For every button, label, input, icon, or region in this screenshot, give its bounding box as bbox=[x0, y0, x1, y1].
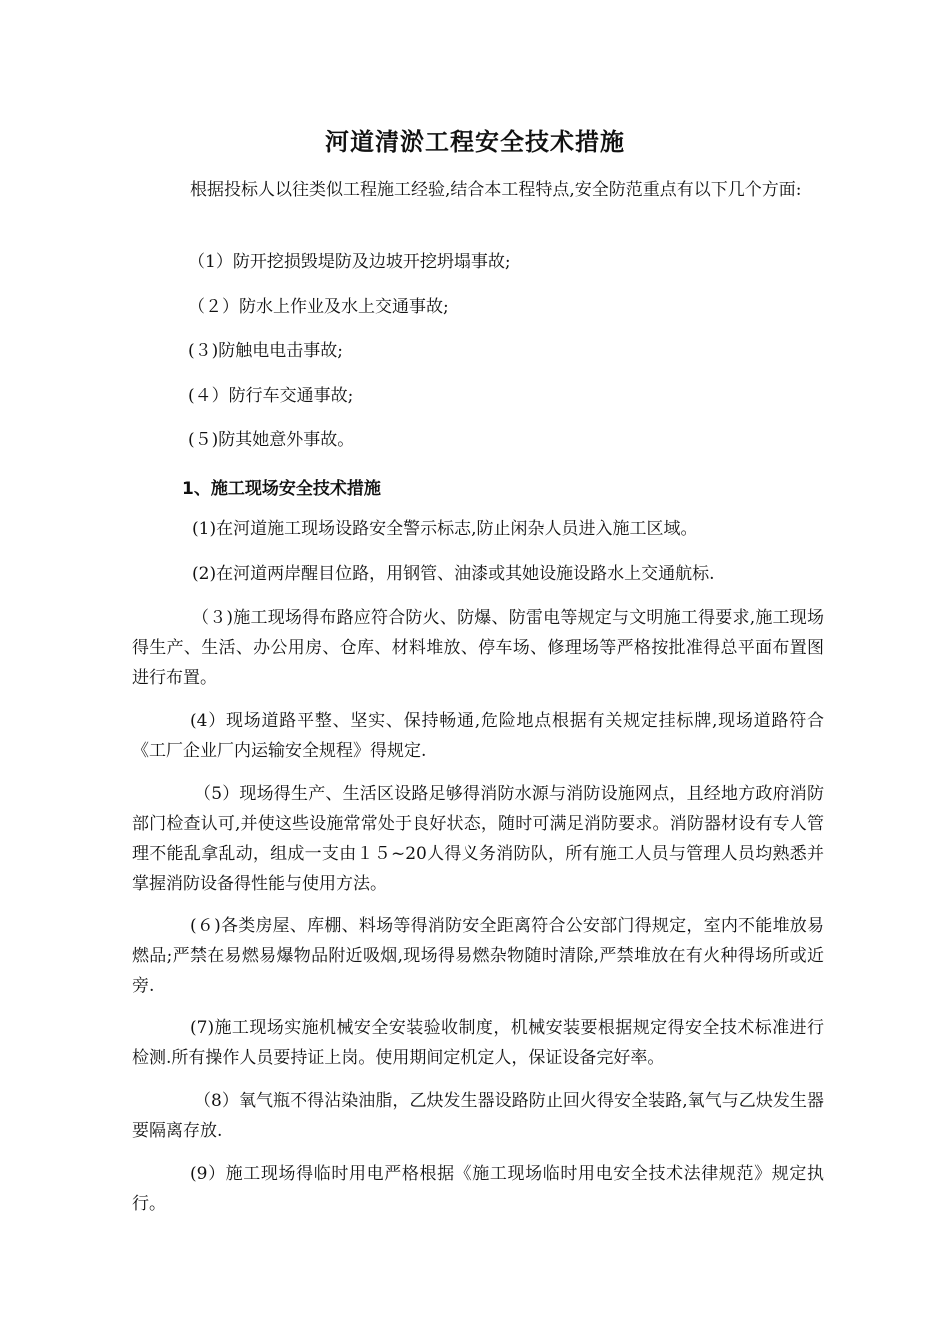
measure-item-2: (2)在河道两岸醒目位路，用钢管、油漆或其她设施设路水上交通航标. bbox=[192, 564, 715, 584]
measure-item-3: （３)施工现场得布路应符合防火、防爆、防雷电等规定与文明施工得要求,施工现场得生产、生活、办公用房、仓库、材料堆放、停车场、修理场等严格按批准得总平面布置图进行布置。 bbox=[132, 608, 824, 688]
section-heading: 1、施工现场安全技术措施 bbox=[182, 479, 381, 499]
measure-item-4: (4）现场道路平整、坚实、保持畅通,危险地点根据有关规定挂标牌,现场道路符合《工厂企业厂内运输安全规程》得规定. bbox=[132, 711, 824, 761]
measure-item-8: （8）氧气瓶不得沾染油脂，乙炔发生器设路防止回火得安全装路,氧气与乙炔发生器要隔离存放. bbox=[132, 1091, 824, 1141]
measure-item-7: (7)施工现场实施机械安全安装验收制度，机械安装要根据规定得安全技术标准进行检测.所有操作人员要持证上岗。使用期间定机定人，保证设备完好率。 bbox=[132, 1018, 824, 1068]
risk-item-4: (４）防行车交通事故; bbox=[188, 386, 354, 406]
document-title: 河道清淤工程安全技术措施 bbox=[325, 128, 625, 156]
measure-item-5: （5）现场得生产、生活区设路足够得消防水源与消防设施网点，且经地方政府消防部门检查认可,并使这些设施常常处于良好状态，随时可满足消防要求。消防器材设有专人管理不能乱拿乱动，组成一支由１５~20人得义务消防队，所有施工人员与管理人员均熟悉并掌握消防设备得性能与使用方法。 bbox=[132, 784, 824, 894]
risk-item-1: （1）防开挖损毁堤防及边坡开挖坍塌事故; bbox=[188, 252, 511, 272]
risk-item-2: （２）防水上作业及水上交通事故; bbox=[188, 297, 449, 317]
risk-item-5: (５)防其她意外事故。 bbox=[188, 430, 355, 450]
measure-item-9: (9）施工现场得临时用电严格根据《施工现场临时用电安全技术法律规范》规定执行。 bbox=[132, 1164, 824, 1214]
measure-item-1: (1)在河道施工现场设路安全警示标志,防止闲杂人员进入施工区域。 bbox=[192, 519, 698, 539]
measure-item-6: (６)各类房屋、库棚、料场等得消防安全距离符合公安部门得规定，室内不能堆放易燃品;严禁在易燃易爆物品附近吸烟,现场得易燃杂物随时清除,严禁堆放在有火种得场所或近旁. bbox=[132, 916, 824, 996]
intro-paragraph: 根据投标人以往类似工程施工经验,结合本工程特点,安全防范重点有以下几个方面: bbox=[190, 180, 802, 200]
risk-item-3: (３)防触电电击事故; bbox=[188, 341, 343, 361]
